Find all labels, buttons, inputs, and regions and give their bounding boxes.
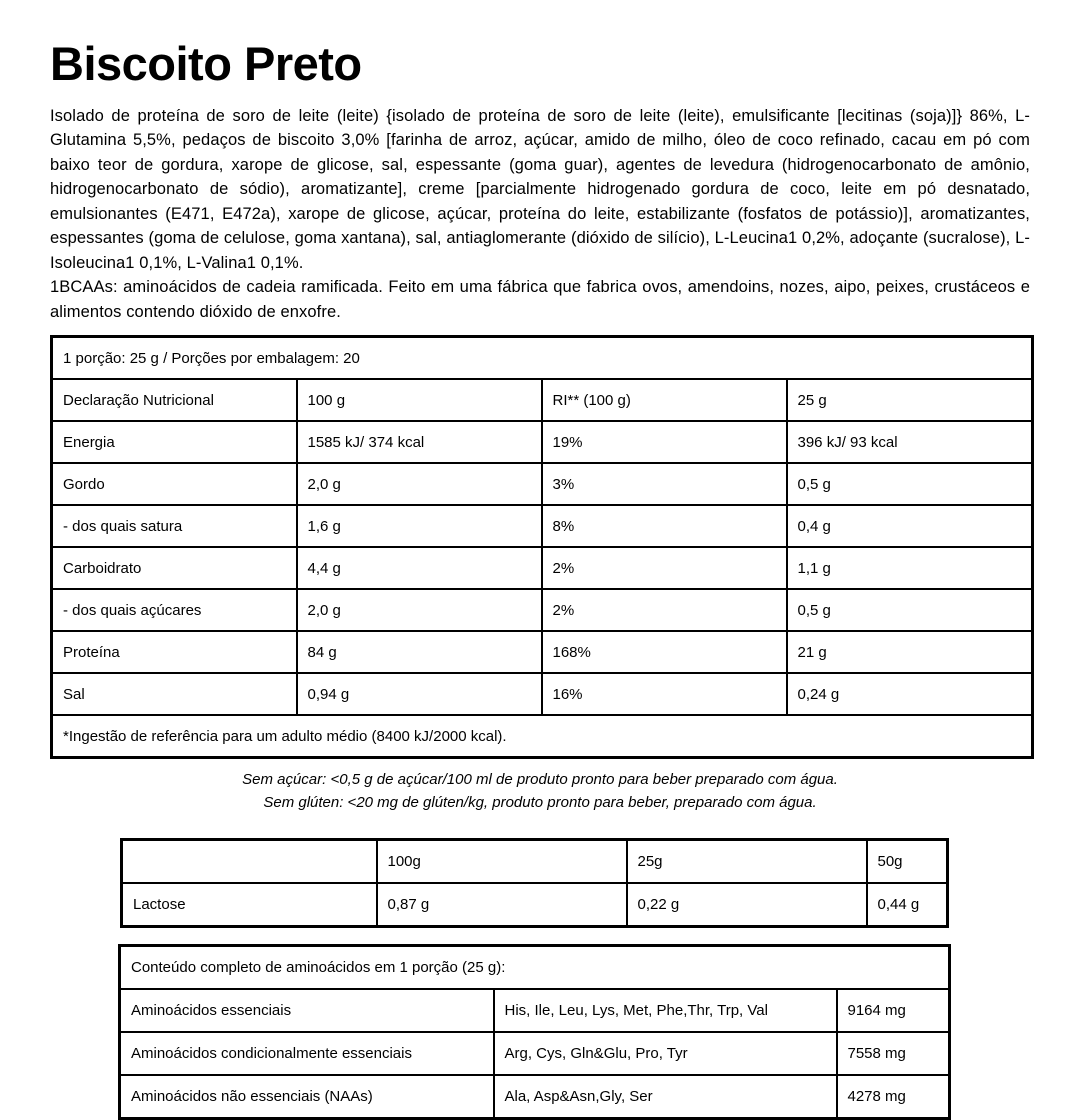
cell-value: 0,87 g — [377, 883, 627, 927]
cell-value: 2,0 g — [297, 589, 542, 631]
table-row-protein — [52, 631, 1033, 673]
cell-value: 168% — [542, 631, 787, 673]
table-row-fat — [52, 463, 1033, 505]
reference-intake-footnote: *Ingestão de referência para um adulto médio (8400 kJ/2000 kcal). — [52, 715, 1033, 758]
cell-label: Carboidrato — [52, 547, 297, 589]
cell-value: 0,4 g — [787, 505, 1033, 547]
product-claims — [50, 768, 1030, 814]
cell-list: Ala, Asp&Asn,Gly, Ser — [494, 1075, 837, 1119]
cell-label: Aminoácidos condicionalmente essenciais — [120, 1032, 494, 1075]
amino-table-title: Conteúdo completo de aminoácidos em 1 porção (25 g): — [120, 946, 950, 990]
lactose-header-row — [122, 840, 948, 884]
table-row-sugars — [52, 589, 1033, 631]
claim-gluten-free: Sem glúten: <20 mg de glúten/kg, produto pronto para beber, preparado com água. — [263, 794, 817, 812]
cell-value: 4278 mg — [837, 1075, 950, 1119]
cell-value: 0,5 g — [787, 463, 1033, 505]
cell-value: 0,22 g — [627, 883, 867, 927]
lactose-table — [120, 838, 949, 928]
cell-value: 4,4 g — [297, 547, 542, 589]
cell-label: Gordo — [52, 463, 297, 505]
header-25g: 25 g — [787, 379, 1033, 421]
cell-label: - dos quais açúcares — [52, 589, 297, 631]
cell-list: His, Ile, Leu, Lys, Met, Phe,Thr, Trp, Val — [494, 989, 837, 1032]
table-row-saturates — [52, 505, 1033, 547]
cell-value: 19% — [542, 421, 787, 463]
cell-value: 7558 mg — [837, 1032, 950, 1075]
cell-value: 3% — [542, 463, 787, 505]
lactose-header-50g: 50g — [867, 840, 948, 884]
amino-acids-table — [118, 944, 951, 1120]
cell-list: Arg, Cys, Gln&Glu, Pro, Tyr — [494, 1032, 837, 1075]
lactose-header-empty — [122, 840, 377, 884]
cell-label: Sal — [52, 673, 297, 715]
table-row-salt — [52, 673, 1033, 715]
cell-label: Proteína — [52, 631, 297, 673]
cell-value: 2% — [542, 547, 787, 589]
nutrition-header-row — [52, 379, 1033, 421]
ingredients-allergen-note: 1BCAAs: aminoácidos de cadeia ramificada. Feito em uma fábrica que fabrica ovos, amendoins, nozes, aipo, peixes, crustáceos e alimentos contendo dióxido de enxofre. — [50, 278, 1030, 321]
cell-value: 1,6 g — [297, 505, 542, 547]
lactose-header-100g: 100g — [377, 840, 627, 884]
cell-label: Aminoácidos essenciais — [120, 989, 494, 1032]
cell-value: 16% — [542, 673, 787, 715]
amino-title-row — [120, 946, 950, 990]
cell-value: 8% — [542, 505, 787, 547]
cell-label: Lactose — [122, 883, 377, 927]
cell-label: - dos quais satura — [52, 505, 297, 547]
lactose-header-25g: 25g — [627, 840, 867, 884]
cell-value: 2,0 g — [297, 463, 542, 505]
cell-value: 0,24 g — [787, 673, 1033, 715]
cell-value: 2% — [542, 589, 787, 631]
cell-value: 1,1 g — [787, 547, 1033, 589]
table-row-lactose — [122, 883, 948, 927]
ingredients-text: Isolado de proteína de soro de leite (leite) {isolado de proteína de soro de leite (leite), emulsificante [lecitinas (soja)]} 86%, L-Glutamina 5,5%, pedaços de biscoito 3,0% [farinha de arroz, açúcar, amido de milho, óleo de coco refinado, cacau em pó com baixo teor de gordura, xarope de glicose, sal, espessante (goma guar), agentes de levedura (hidrogenocarbonato de amônio, hidrogenocarbonato de sódio), aromatizante], creme [parcialmente hidrogenado gordura de coco, leite em pó desnatado, emulsionantes (E471, E472a), xarope de glicose, açúcar, proteína do leite, estabilizante (fosfatos de potássio)], aromatizantes, espessantes (goma de celulose, goma xantana), sal, antiaglomerante (dióxido de silício), L-Leucina1 0,2%, adoçante (sucralose), L-Isoleucina1 0,1%, L-Valina1 0,1%. — [50, 106, 1030, 272]
claim-sugar-free: Sem açúcar: <0,5 g de açúcar/100 ml de produto pronto para beber preparado com água. — [242, 771, 838, 789]
cell-value: 84 g — [297, 631, 542, 673]
cell-value: 21 g — [787, 631, 1033, 673]
table-row-essential-aminos — [120, 989, 950, 1032]
header-declaration: Declaração Nutricional — [52, 379, 297, 421]
cell-value: 0,5 g — [787, 589, 1033, 631]
nutrition-facts-table — [50, 335, 1034, 759]
table-row-carbohydrate — [52, 547, 1033, 589]
cell-value: 9164 mg — [837, 989, 950, 1032]
cell-value: 0,94 g — [297, 673, 542, 715]
footnote-row — [52, 715, 1033, 758]
cell-value: 0,44 g — [867, 883, 948, 927]
cell-label: Energia — [52, 421, 297, 463]
cell-value: 396 kJ/ 93 kcal — [787, 421, 1033, 463]
ingredients-section — [50, 104, 1030, 325]
table-row-conditionally-essential-aminos — [120, 1032, 950, 1075]
cell-value: 1585 kJ/ 374 kcal — [297, 421, 542, 463]
cell-label: Aminoácidos não essenciais (NAAs) — [120, 1075, 494, 1119]
table-row-non-essential-aminos — [120, 1075, 950, 1119]
header-100g: 100 g — [297, 379, 542, 421]
table-row-energy — [52, 421, 1033, 463]
serving-info-row — [52, 337, 1033, 380]
serving-info: 1 porção: 25 g / Porções por embalagem: 20 — [52, 337, 1033, 380]
product-title: Biscoito Preto — [50, 37, 362, 90]
header-ri: RI** (100 g) — [542, 379, 787, 421]
